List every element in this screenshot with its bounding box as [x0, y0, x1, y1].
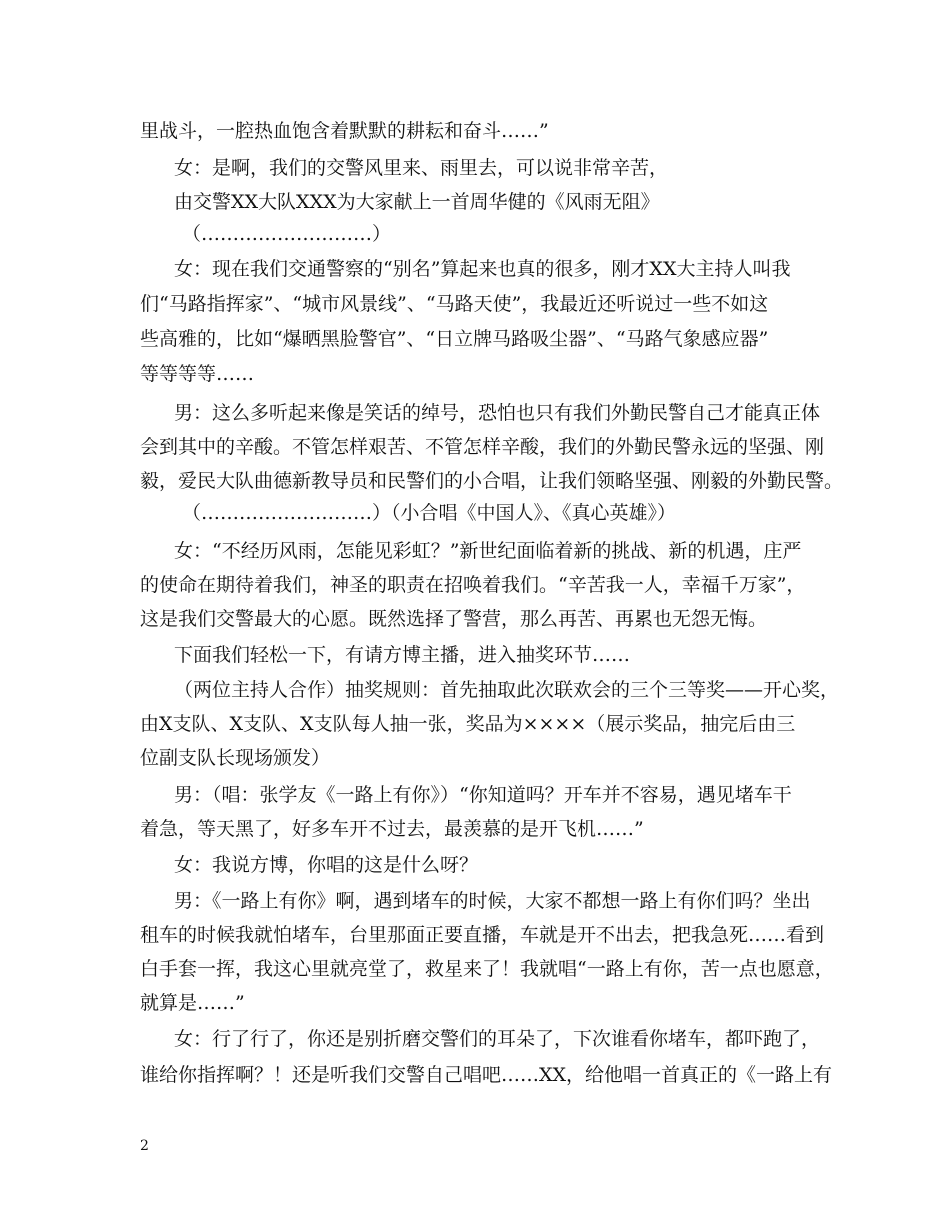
- text-line: 里战斗，一腔热血饱含着默默的耕耘和奋斗……”: [140, 120, 549, 142]
- text-line: 女：“不经历风雨，怎能见彩虹？”新世纪面临着新的挑战、新的机遇，庄严: [174, 540, 802, 562]
- text-line: （两位主持人合作）抽奖规则：首先抽取此次联欢会的三个三等奖——开心奖，: [174, 679, 840, 701]
- text-line: 女：是啊，我们的交警风里来、雨里去，可以说非常辛苦，: [174, 157, 669, 179]
- text-line: 毅，爱民大队曲德新教导员和民警们的小合唱，让我们领略坚强、刚毅的外勤民警。: [140, 470, 844, 492]
- text-line: 女：行了行了，你还是别折磨交警们的耳朵了，下次谁看你堵车，都吓跑了，: [174, 1028, 821, 1050]
- text-line: 等等等等……: [140, 363, 255, 385]
- page-number: 2: [140, 1138, 149, 1154]
- text-line: 会到其中的辛酸。不管怎样艰苦、不管怎样辛酸，我们的外勤民警永远的坚强、刚: [140, 436, 825, 458]
- text-line: 租车的时候我就怕堵车，台里那面正要直播，车就是开不出去，把我急死……看到: [140, 924, 825, 946]
- text-line: 男：这么多听起来像是笑话的绰号，恐怕也只有我们外勤民警自己才能真正体: [174, 402, 821, 424]
- text-line: 的使命在期待着我们，神圣的职责在招唤着我们。“辛苦我一人，幸福千万家”，: [140, 574, 806, 596]
- text-line: （………………………）: [182, 223, 392, 245]
- text-line: 男：《一路上有你》啊，遇到堵车的时候，大家不都想一路上有你们吗？坐出: [174, 890, 811, 912]
- text-line: 这是我们交警最大的心愿。既然选择了警营，那么再苦、再累也无怨无悔。: [140, 608, 768, 630]
- text-line: 谁给你指挥啊？！还是听我们交警自己唱吧……XX，给他唱一首真正的《一路上有: [140, 1064, 833, 1086]
- text-line: 男：（唱：张学友《一路上有你》）“你知道吗？开车并不容易，遇见堵车干: [174, 784, 792, 806]
- text-line: 女：我说方博，你唱的这是什么呀？: [174, 854, 479, 876]
- text-line: 由交警XX大队XXX为大家献上一首周华健的《风雨无阻》: [174, 191, 660, 213]
- text-line: 下面我们轻松一下，有请方博主播，进入抽奖环节……: [174, 644, 631, 666]
- text-line: 们“马路指挥家”、“城市风景线”、“马路天使”，我最近还听说过一些不如这: [140, 293, 769, 315]
- text-line: 女：现在我们交通警察的“别名”算起来也真的很多，刚才XX大主持人叫我: [174, 258, 791, 280]
- text-line: 位副支队长现场颁发）: [140, 747, 331, 769]
- text-line: （………………………）（小合唱《中国人》、《真心英雄》）: [182, 502, 677, 524]
- text-line: 些高雅的，比如“爆晒黑脸警官”、“日立牌马路吸尘器”、“马路气象感应器”: [140, 328, 769, 350]
- text-line: 就算是……”: [140, 992, 245, 1014]
- text-line: 着急，等天黑了，好多车开不过去，最羡慕的是开飞机……”: [140, 818, 644, 840]
- text-line: 由X支队、X支队、X支队每人抽一张，奖品为××××（展示奖品，抽完后由三: [140, 713, 796, 735]
- text-line: 白手套一挥，我这心里就亮堂了，救星来了！我就唱“一路上有你，苦一点也愿意，: [140, 958, 834, 980]
